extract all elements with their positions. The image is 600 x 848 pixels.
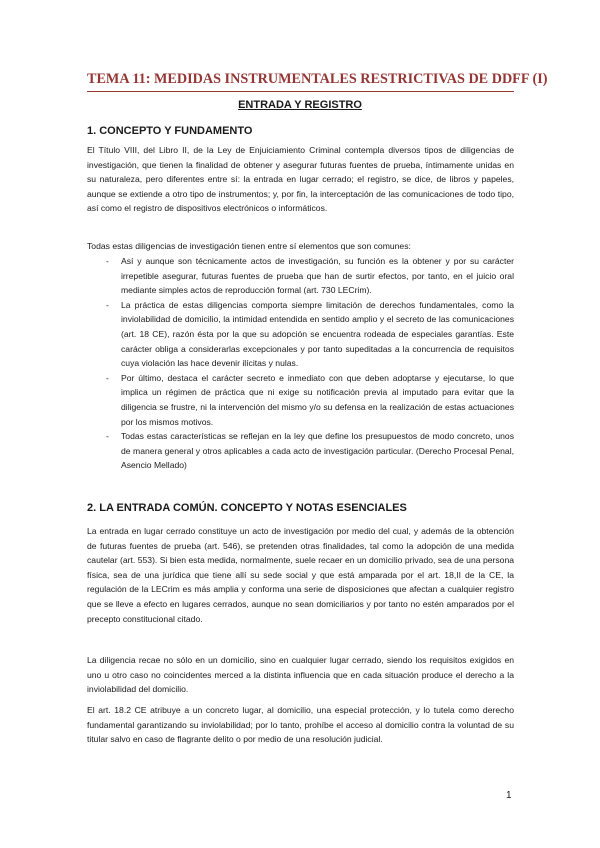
list-item (87, 429, 514, 473)
section-2-paragraph-3: El art. 18.2 CE atribuye a un concreto lugar, al domicilio, una especial protección, y lo tutela como derecho fundamental garantizando su inviolabilidad; por lo tanto, prohíbe el acceso al domicilio contra la voluntad de su titular salvo en caso de flagrante delito o por medio de una resolución judicial. (87, 705, 514, 745)
list-item-text: Todas estas características se reflejan en la ley que define los presupuestos de modo concreto, unos de manera general y otros aplicables a cada acto de investigación particular. (Derecho Procesal Penal, Asencio Mellado) (121, 431, 514, 471)
page-number: 1 (506, 790, 512, 801)
section-1-bullet-list (87, 254, 514, 473)
section-1-paragraph-1: El Título VIII, del Libro II, de la Ley de Enjuiciamiento Criminal contempla diversos tipos de diligencias de investigación, que tienen la finalidad de obtener y asegurar futuras fuentes de prueba, íntimamente unidas en su naturaleza, pero diferentes entre sí: la entrada en lugar cerrado; el registro, se dice, de libros y papeles, aunque se extiende a otro tipo de instrumentos; y, por fin, la interceptación de las comunicaciones de todo tipo, así como el registro de dispositivos electrónicos o informáticos. (87, 145, 514, 214)
list-item-text: Así y aunque son técnicamente actos de investigación, su función es la obtener y por su carácter irrepetible asegurar, futuras fuentes de prueba que han de surtir efectos, por tanto, en el juicio oral mediante simples actos de reproducción formal (art. 730 LECrim). (121, 256, 514, 296)
document-title: TEMA 11: MEDIDAS INSTRUMENTALES RESTRICTIVAS DE DDFF (I) (87, 71, 548, 87)
section-1-paragraph-2: Todas estas diligencias de investigación tienen entre sí elementos que son comunes: (87, 241, 411, 251)
bullet-marker: - (106, 256, 109, 266)
section-2-paragraph-1: La entrada en lugar cerrado constituye un acto de investigación por medio del cual, y además de la obtención de futuras fuentes de prueba (art. 546), se pretenden otras finalidades, tal como la adopción de una medida cautelar (art. 553). Si bien esta medida, normalmente, suele recaer en un domicilio privado, sea de una persona física, sea de una jurídica que tiene allí su sede social y que está amparada por el art. 18,II de la CE, la regulación de la LECrim es más amplia y conforma una serie de disposiciones que afectan a cualquier registro que se lleve a efecto en lugares cerrados, aunque no sean domiciliarios y por tanto no estén amparados por el precepto constitucional citado. (87, 526, 514, 624)
section-2-paragraph-2: La diligencia recae no sólo en un domicilio, sino en cualquier lugar cerrado, siendo los requisitos exigidos en uno u otro caso no coincidentes merced a la distinta influencia que en cada situación produce el derecho a la inviolabilidad del domicilio. (87, 655, 514, 695)
section-2-heading: 2. LA ENTRADA COMÚN. CONCEPTO Y NOTAS ESENCIALES (87, 502, 407, 514)
document-subtitle (0, 99, 600, 111)
list-item-text: La práctica de estas diligencias comporta siempre limitación de derechos fundamentales, como la inviolabilidad de domicilio, la intimidad entendida en sentido amplio y el secreto de las comunicaciones (art. 18 CE), razón ésta por la que su adopción se encuentra rodeada de especiales garantías. Este carácter obliga a considerarlas excepcionales y por tanto supeditadas a la concurrencia de requisitos cuya violación las hace devenir ilícitas y nulas. (121, 299, 514, 369)
section-1-heading: 1. CONCEPTO Y FUNDAMENTO (87, 125, 253, 137)
title-underline (87, 91, 514, 92)
list-item-text: Por último, destaca el carácter secreto e inmediato con que deben adoptarse y ejecutarse, lo que implica un régimen de práctica que ni exige su notificación previa al imputado para evitar que la diligencia se frustre, ni la intervención del mismo y/o su defensa en la realización de estas actuaciones por los mismos motivos. (121, 372, 514, 427)
subtitle-text: ENTRADA Y REGISTRO (238, 99, 362, 111)
bullet-marker: - (106, 372, 109, 383)
list-item (87, 298, 514, 371)
bullet-marker: - (106, 431, 109, 442)
bullet-marker: - (106, 299, 109, 310)
list-item (87, 371, 514, 429)
list-item (87, 254, 514, 298)
